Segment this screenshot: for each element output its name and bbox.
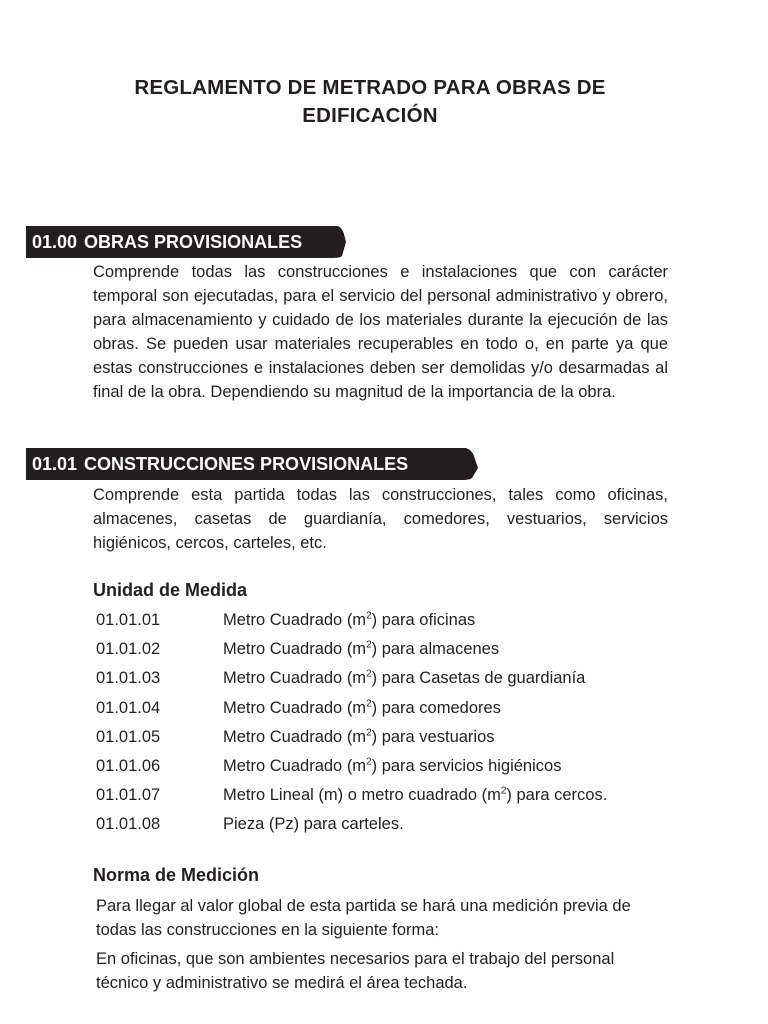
- unit-item: [96, 637, 696, 666]
- unit-code: 01.01.01: [96, 611, 161, 629]
- unit-item: [96, 783, 696, 812]
- section-0100-heading-text: OBRAS PROVISIONALES: [84, 232, 303, 252]
- unit-description: Metro Cuadrado $(m^2)$ para servicios higiénicos: [223, 756, 562, 775]
- unit-description: Metro Cuadrado $(m^2)$ para vestuarios: [223, 727, 495, 746]
- unit-description: Metro Cuadrado $(m^2)$ para Casetas de guardianía: [223, 668, 586, 688]
- unit-item: [96, 754, 696, 783]
- unit-code: 01.01.05: [96, 727, 161, 746]
- unidad-de-medida-heading: Unidad de Medida: [93, 580, 248, 600]
- norma-paragraph-1: Para llegar al valor global de esta partida se hará una medición previa de todas las construcciones en la siguiente forma:: [96, 897, 631, 939]
- unit-code: 01.01.07: [96, 786, 161, 805]
- unit-description: Metro Cuadrado $(m^2)$ para comedores: [223, 698, 501, 717]
- unit-item: [96, 812, 696, 841]
- unit-list: [96, 608, 696, 842]
- title-line-1: REGLAMENTO DE METRADO PARA OBRAS DE: [134, 76, 606, 99]
- unit-code: 01.01.06: [96, 756, 161, 775]
- section-0100-body: Comprende todas las construcciones e instalaciones que con carácter temporal son ejecutadas, para el servicio del personal administrativo y obrero, para almacenamiento y cuidado de los materiales durante la ejecución de las obras. Se pueden usar materiales recuperables en todo o, en parte ya que estas construcciones e instalaciones deben ser demolidas y/o desarmadas al final de la obra. Dependiendo su magnitud de la importancia de la obra.: [93, 263, 668, 401]
- unit-description: Metro Cuadrado $(m^2)$ para almacenes: [223, 639, 500, 659]
- unit-item: [96, 725, 696, 754]
- section-0101-number: 01.01: [32, 454, 78, 474]
- section-0100-number: 01.00: [32, 232, 78, 252]
- unit-description: Pieza (Pz) para carteles.: [223, 815, 404, 834]
- norma-de-medicion-heading: Norma de Medición: [93, 865, 260, 885]
- unit-item: [96, 666, 696, 695]
- unit-code: 01.01.08: [96, 815, 161, 834]
- unit-code: 01.01.03: [96, 669, 161, 688]
- section-0100-heading: [26, 226, 346, 258]
- section-0101-heading: [26, 448, 478, 480]
- section-0101-body: Comprende esta partida todas las construcciones, tales como oficinas, almacenes, casetas de guardianía, comedores, vestuarios, servicios higiénicos, cercos, carteles, etc.: [93, 486, 668, 552]
- unit-description: Metro Cuadrado $(m^2)$ para oficinas: [223, 610, 476, 629]
- title-line-2: EDIFICACIÓN: [302, 104, 438, 127]
- unit-code: 01.01.02: [96, 640, 161, 659]
- unit-description: Metro Lineal (m) o metro cuadrado $(m^2)$ para cercos.: [223, 785, 608, 805]
- section-0101-heading-text: CONSTRUCCIONES PROVISIONALES: [84, 454, 409, 474]
- unit-item: [96, 696, 696, 725]
- unit-item: [96, 608, 696, 637]
- norma-paragraph-2: En oficinas, que son ambientes necesarios para el trabajo del personal técnico y administrativo se medirá el área techada.: [96, 950, 615, 992]
- unit-code: 01.01.04: [96, 698, 161, 717]
- document-title: [60, 74, 680, 130]
